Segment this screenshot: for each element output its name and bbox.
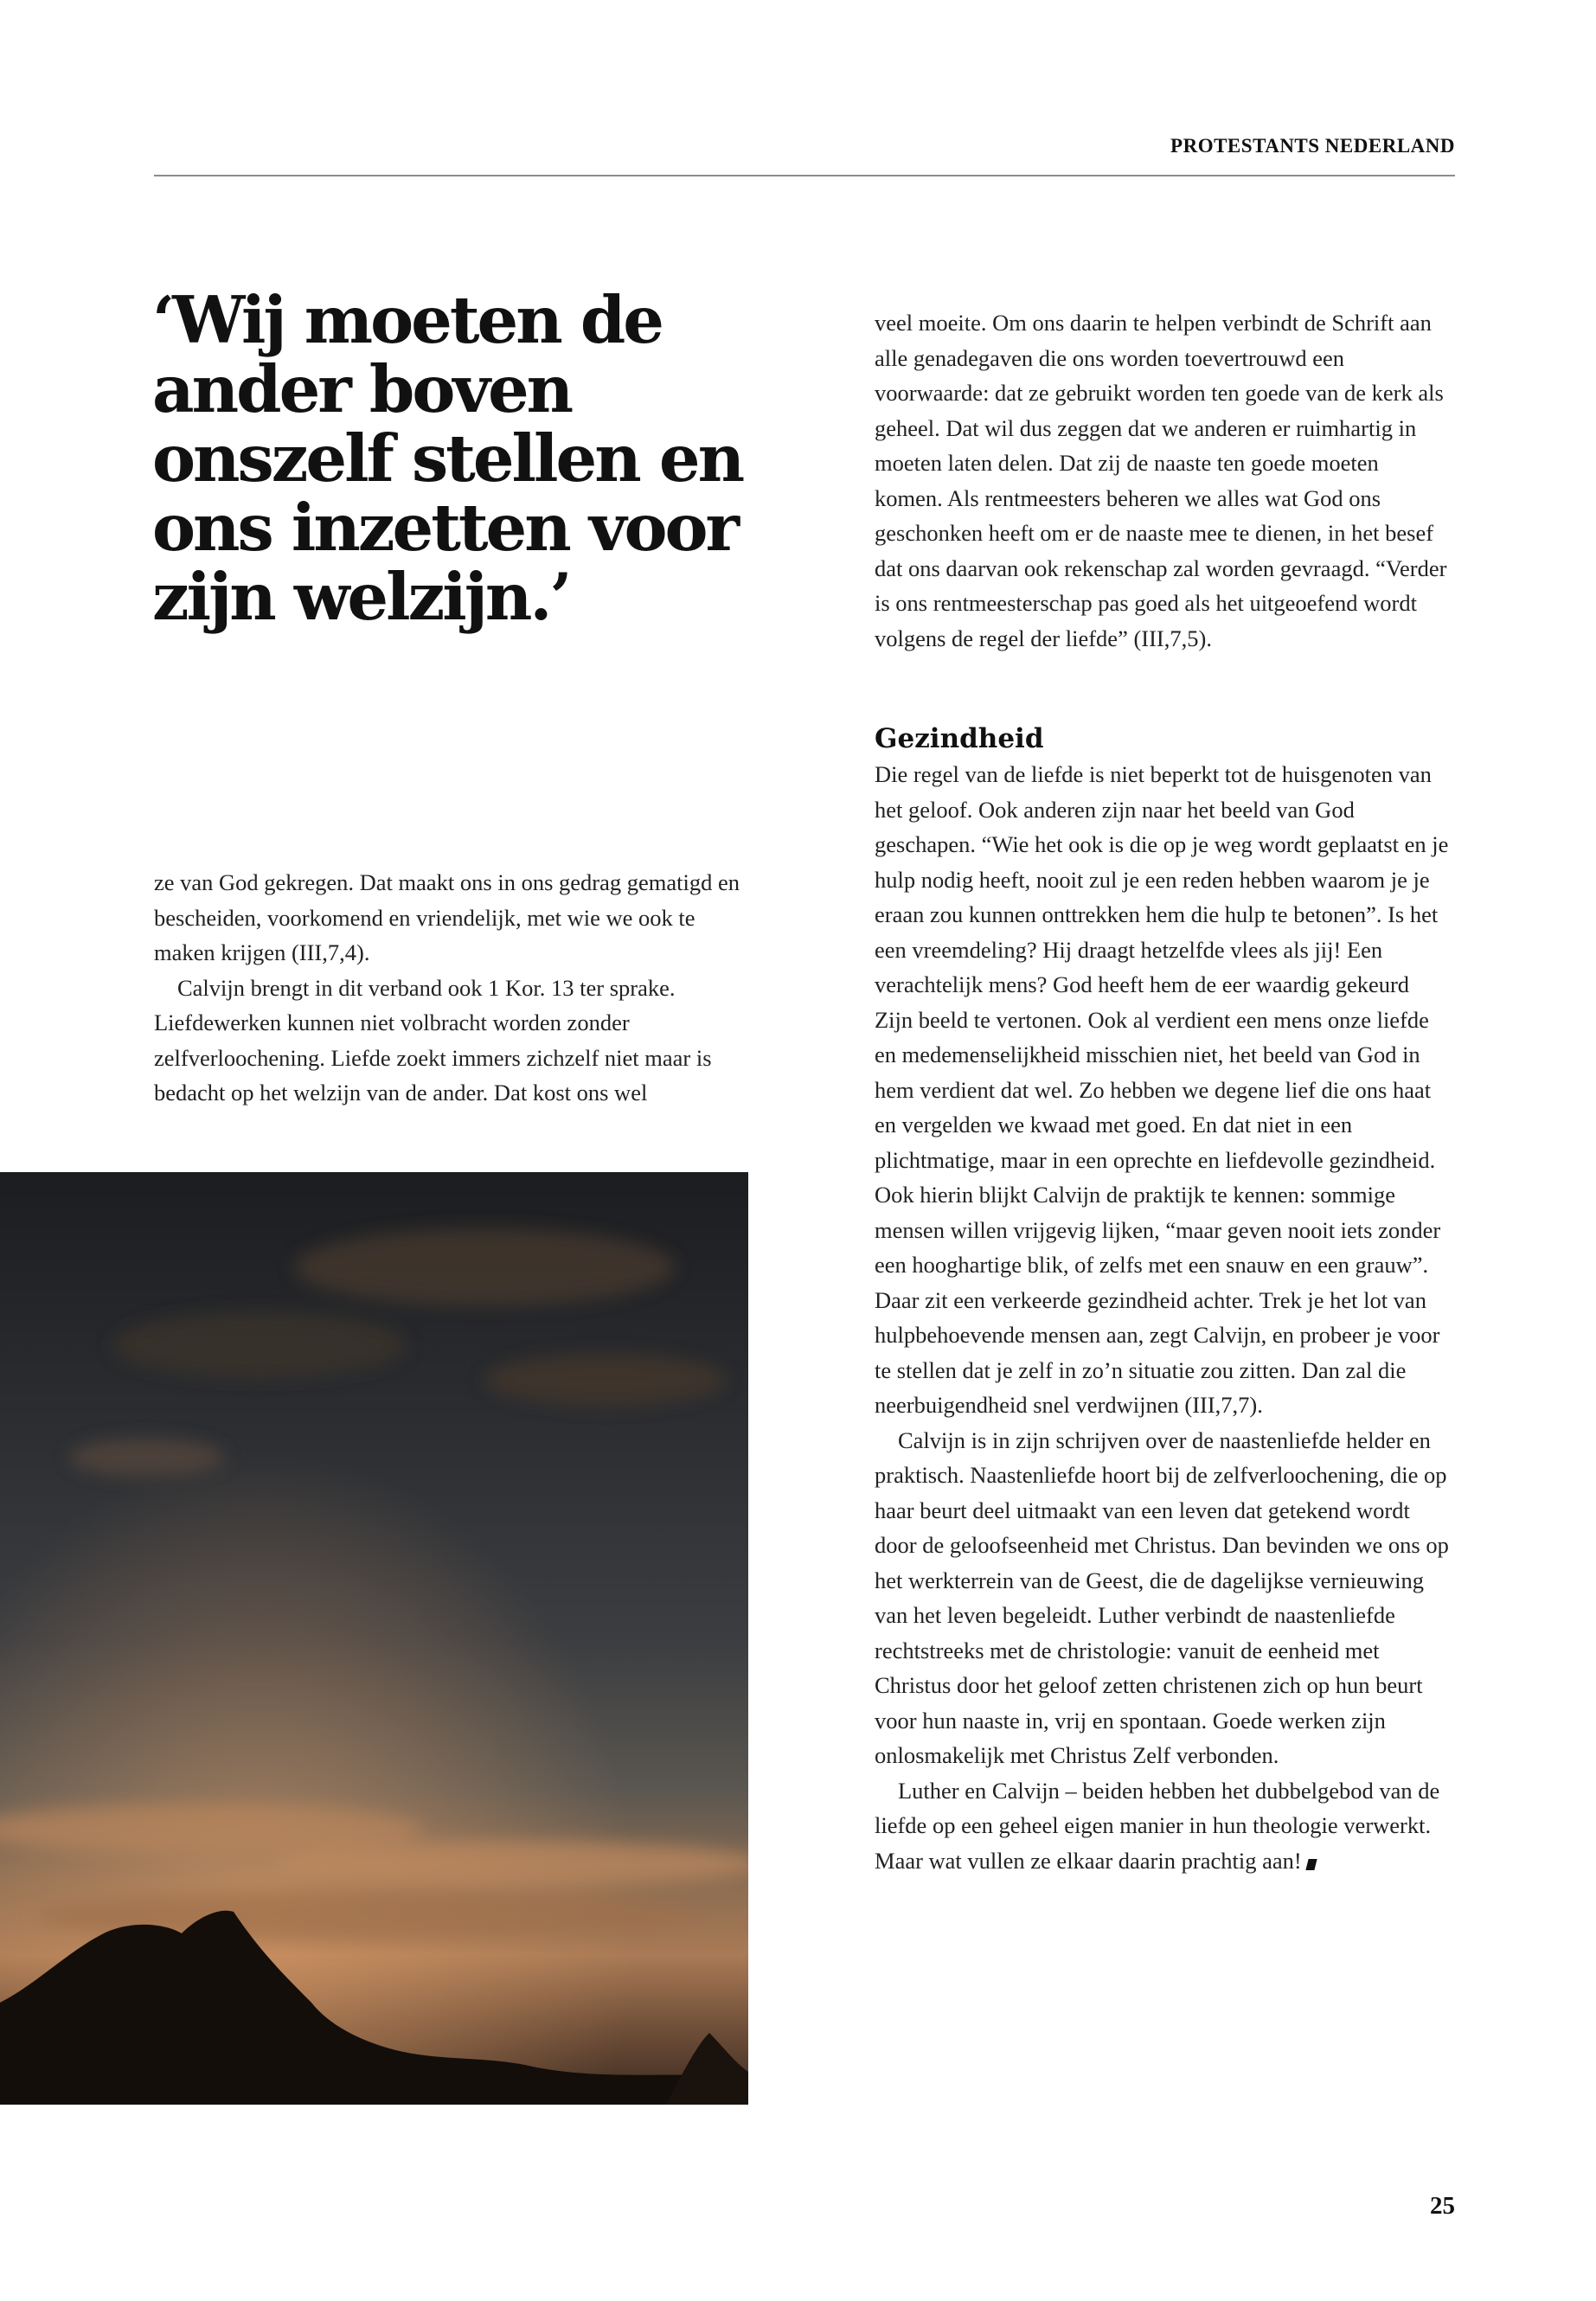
article-end-mark: [1305, 1859, 1317, 1870]
body-paragraph: Die regel van de liefde is niet beperkt tot de huisgenoten van het geloof. Ook anderen zijn naar het beeld van God geschapen. “Wie het ook is die op je weg wordt geplaatst en je hulp nodig heeft, nooit zul je een reden hebben waarom je je eraan zou kunnen onttrekken hem die hulp te betonen”. Is het een vreemdeling? Hij draagt hetzelfde vlees als jij! Een verachtelijk mens? God heeft hem de eer waardig gekeurd Zijn beeld te vertonen. Ook al verdient een mens onze liefde en medemenselijkheid misschien niet, het beeld van God in hem verdient dat wel. Zo hebben we degene lief die ons haat en vergelden we kwaad met goed. En dat niet in een plichtmatige, maar in een oprechte en liefdevolle gezindheid. Ook hierin blijkt Calvijn de praktijk te kennen: sommige mensen willen vrijgevig lijken, “maar geven nooit iets zonder een hooghartige blik, of zelfs met een snauw en een grauw”. Daar zit een verkeerde gezindheid achter. Trek je het lot van hulpbehoevende mensen aan, zegt Calvijn, en probeer je voor te stellen dat je zelf in zo’n situatie zou zitten. Dan zal die neerbuigendheid snel verdwijnen (III,7,7).: [875, 761, 1449, 1418]
right-column-section: [875, 721, 1452, 1878]
pull-quote: ‘Wij moeten de ander boven onszelf stellen en ons inzetten voor zijn welzijn.’: [152, 282, 743, 635]
publication-name: PROTESTANTS NEDERLAND: [1170, 135, 1455, 157]
page-number: 25: [1430, 2192, 1455, 2220]
section-subheading: Gezindheid: [875, 723, 1044, 754]
body-paragraph-final: [875, 1773, 1452, 1879]
left-column-text: [154, 865, 742, 1111]
final-paragraph-text: Luther en Calvijn – beiden hebben het dubbelgebod van de liefde op een geheel eigen manier in hun theologie verwerkt. Maar wat vullen ze elkaar daarin prachtig aan!: [875, 1777, 1440, 1874]
page-header: [154, 130, 1455, 176]
right-column-intro: [875, 305, 1452, 656]
body-paragraph: veel moeite. Om ons daarin te helpen verbindt de Schrift aan alle genadegaven die ons worden toevertrouwd een voorwaarde: dat ze gebruikt worden ten goede van de kerk als geheel. Dat wil dus zeggen dat we anderen er ruimhartig in moeten laten delen. Dat zij de naaste ten goede moeten komen. Als rentmeesters beheren we alles wat God ons geschonken heeft om er de naaste mee te dienen, in het besef dat ons daarvan ook rekenschap zal worden gevraagd. “Verder is ons rentmeesterschap pas goed als het uitgeoefend wordt volgens de regel der liefde” (III,7,5).: [875, 310, 1447, 651]
body-paragraph: Calvijn is in zijn schrijven over de naastenliefde helder en praktisch. Naastenliefde hoort bij de zelfverloochening, die op haar beurt deel uitmaakt van een leven dat getekend wordt door de geloofseenheid met Christus. Dan bevinden we ons op het werkterrein van de Geest, die de dagelijkse vernieuwing van het leven begeleidt. Luther verbindt de naastenliefde rechtstreeks met de christologie: vanuit de eenheid met Christus door het geloof zetten christenen zich op hun beurt voor hun naaste in, vrij en spontaan. Goede werken zijn onlosmakelijk met Christus Zelf verbonden.: [875, 1426, 1449, 1768]
body-paragraph: Calvijn brengt in dit verband ook 1 Kor. 13 ter sprake. Liefdewerken kunnen niet volbracht worden zonder zelfverloochening. Liefde zoekt immers zichzelf niet maar is bedacht op het welzijn van de ander. Dat kost ons wel: [154, 974, 712, 1106]
sunset-sky-photo: [0, 1172, 748, 2105]
body-paragraph: ze van God gekregen. Dat maakt ons in ons gedrag gematigd en bescheiden, voorkomend en vriendelijk, met wie we ook te maken krijgen (III,7,4).: [154, 869, 740, 965]
